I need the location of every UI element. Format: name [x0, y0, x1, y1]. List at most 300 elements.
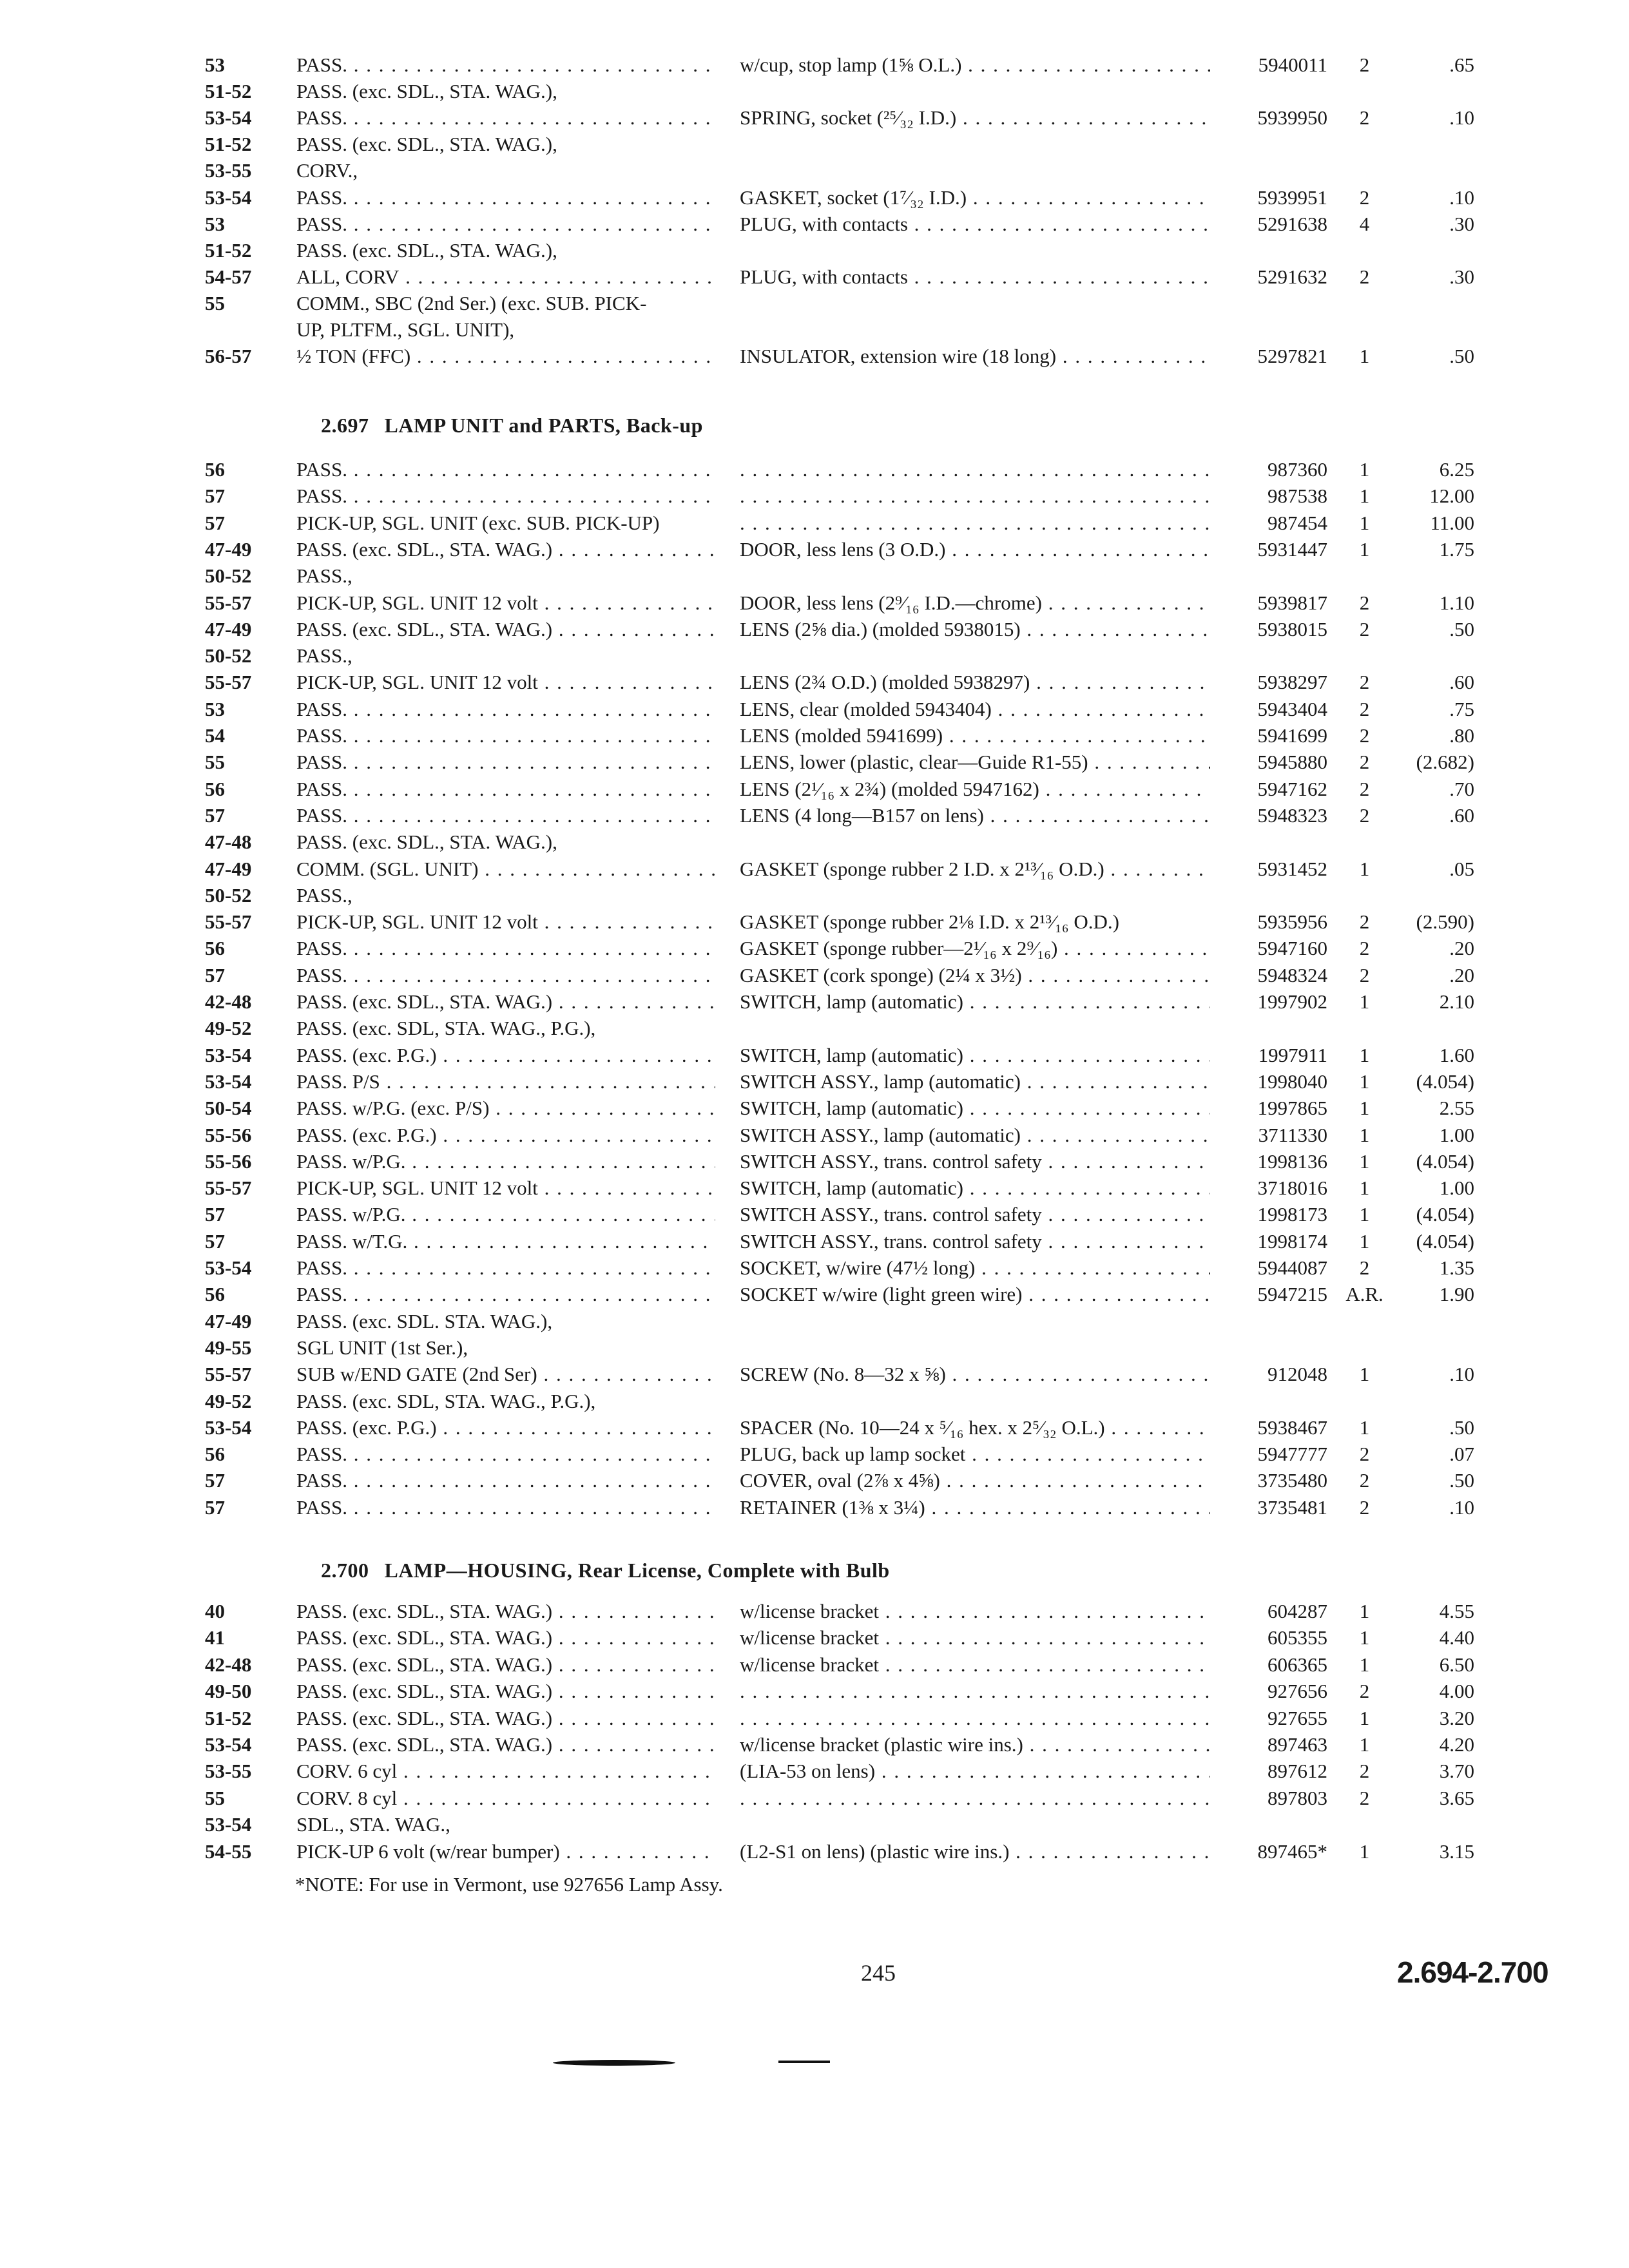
description-cell: GASKET, socket (1⁷⁄₃₂ I.D.) . . . — [740, 184, 1210, 211]
table-row — [0, 988, 1629, 1015]
year-cell: 53-54 — [205, 1256, 252, 1279]
description-cell: GASKET (sponge rubber—2¹⁄₁₆ x 2⁹⁄₁₆) . . . — [740, 935, 1210, 962]
table-row — [0, 856, 1629, 883]
part-number-cell: 605355 — [1268, 1626, 1327, 1649]
year-cell: 50-52 — [205, 644, 252, 668]
quantity-cell: 2 — [1359, 591, 1370, 614]
price-cell: 4.55 — [1439, 1600, 1474, 1622]
price-cell: .10 — [1449, 1495, 1474, 1519]
description-cell — [740, 483, 1210, 510]
price-cell: .80 — [1449, 724, 1474, 747]
price-cell: 1.90 — [1439, 1283, 1474, 1306]
price-cell: .07 — [1449, 1443, 1474, 1466]
quantity-cell: 1 — [1359, 1416, 1370, 1439]
description-cell: COVER, oval (2⅞ x 4⅝) . . . — [740, 1467, 1210, 1494]
description-cell: GASKET (cork sponge) (2¼ x 3½) . . . — [740, 962, 1210, 989]
year-cell: 40 — [205, 1600, 225, 1622]
quantity-cell: 2 — [1359, 1786, 1370, 1809]
year-cell: 57 — [205, 963, 225, 986]
description-cell: GASKET (sponge rubber 2⅛ I.D. x 2¹³⁄₁₆ O.D.) — [740, 910, 1119, 934]
description-cell: SWITCH ASSY., lamp (automatic) . . . — [740, 1068, 1210, 1095]
quantity-cell: 2 — [1359, 1469, 1370, 1492]
quantity-cell: 1 — [1359, 1043, 1370, 1066]
year-cell: 47-49 — [205, 537, 252, 561]
year-cell: 51-52 — [205, 238, 252, 262]
year-cell: 47-49 — [205, 617, 252, 640]
description-cell: RETAINER (1⅜ x 3¼) . . . — [740, 1494, 1210, 1521]
year-cell: 54-55 — [205, 1840, 252, 1863]
year-cell: 57 — [205, 1229, 225, 1253]
model-cell: PASS. . . . — [296, 962, 715, 989]
year-cell: 51-52 — [205, 133, 252, 156]
price-cell: 3.20 — [1439, 1706, 1474, 1729]
model-cell: PASS. w/P.G. . . . — [296, 1148, 715, 1175]
year-cell: 56 — [205, 1443, 225, 1466]
quantity-cell: 1 — [1359, 1097, 1370, 1120]
table-row — [0, 343, 1629, 370]
year-cell: 56 — [205, 1283, 225, 1306]
part-number-cell: 5948324 — [1257, 963, 1327, 986]
quantity-cell: 1 — [1359, 511, 1370, 534]
description-cell: DOOR, less lens (2⁹⁄₁₆ I.D.—chrome) . . . — [740, 590, 1210, 617]
table-row — [0, 1334, 1629, 1361]
price-cell: .05 — [1449, 857, 1474, 880]
table-row — [0, 1042, 1629, 1069]
part-number-cell: 5291632 — [1257, 265, 1327, 288]
description-cell — [740, 1678, 1210, 1705]
model-cell: PASS. (exc. SDL., STA. WAG.), — [296, 238, 557, 262]
price-cell: (4.054) — [1416, 1229, 1474, 1253]
model-cell: PICK-UP, SGL. UNIT 12 volt . . . — [296, 590, 715, 617]
part-number-cell: 1998136 — [1257, 1149, 1327, 1173]
year-cell: 57 — [205, 485, 225, 508]
model-cell: PASS. (exc. SDL., STA. WAG.) . . . — [296, 1731, 715, 1758]
model-cell: PASS. . . . — [296, 722, 715, 749]
model-cell: PASS. (exc. SDL., STA. WAG.) . . . — [296, 1678, 715, 1705]
model-cell: PASS. (exc. SDL., STA. WAG.) . . . — [296, 616, 715, 643]
year-cell: 41 — [205, 1626, 225, 1649]
model-cell: SGL UNIT (1st Ser.), — [296, 1336, 468, 1359]
price-cell: .65 — [1449, 53, 1474, 76]
description-cell: SWITCH ASSY., trans. control safety . . . — [740, 1228, 1210, 1255]
table-row — [0, 184, 1629, 211]
year-cell: 53-54 — [205, 106, 252, 130]
model-cell: PASS. . . . — [296, 776, 715, 803]
model-cell: PASS. . . . — [296, 1441, 715, 1468]
price-cell: 3.65 — [1439, 1786, 1474, 1809]
model-cell: PASS. . . . — [296, 483, 715, 510]
year-cell: 53-54 — [205, 186, 252, 209]
quantity-cell: 1 — [1359, 1070, 1370, 1093]
price-cell: .50 — [1449, 345, 1474, 368]
table-row — [0, 264, 1629, 291]
quantity-cell: 2 — [1359, 265, 1370, 288]
table-row — [0, 1388, 1629, 1415]
description-cell — [740, 456, 1210, 483]
year-cell: 57 — [205, 1495, 225, 1519]
description-cell: w/license bracket (plastic wire ins.) . . . — [740, 1731, 1210, 1758]
price-cell: .10 — [1449, 186, 1474, 209]
year-cell: 55-57 — [205, 910, 252, 934]
model-cell: PASS. (exc. SDL. STA. WAG.), — [296, 1309, 553, 1332]
year-cell: 42-48 — [205, 990, 252, 1013]
year-cell: 55-56 — [205, 1123, 252, 1146]
model-cell: PASS. (exc. SDL., STA. WAG.) . . . — [296, 536, 715, 563]
year-cell: 55-56 — [205, 1149, 252, 1173]
part-number-cell: 5939951 — [1257, 186, 1327, 209]
section-number: 2.700 — [321, 1559, 369, 1582]
table-row — [0, 1095, 1629, 1122]
price-cell: .75 — [1449, 697, 1474, 720]
quantity-cell: 2 — [1359, 186, 1370, 209]
description-cell: PLUG, with contacts . . . — [740, 211, 1210, 238]
quantity-cell: 2 — [1359, 724, 1370, 747]
description-cell: (LIA-53 on lens) . . . — [740, 1758, 1210, 1785]
year-cell: 53-54 — [205, 1813, 252, 1836]
year-cell: 53-55 — [205, 159, 252, 182]
model-cell: PASS. (exc. P.G.) . . . — [296, 1122, 715, 1149]
section-heading-2-697 — [321, 411, 703, 439]
section-heading-2-700 — [321, 1556, 890, 1584]
part-number-cell: 897803 — [1268, 1786, 1327, 1809]
description-cell: w/cup, stop lamp (1⅝ O.L.) . . . — [740, 52, 1210, 79]
year-cell: 57 — [205, 803, 225, 827]
table-row — [0, 1308, 1629, 1335]
part-number-cell: 5943404 — [1257, 697, 1327, 720]
year-cell: 57 — [205, 511, 225, 534]
part-number-cell: 606365 — [1268, 1653, 1327, 1676]
table-row — [0, 1015, 1629, 1042]
part-number-cell: 897465* — [1257, 1840, 1327, 1863]
quantity-cell: 1 — [1359, 537, 1370, 561]
model-cell: PASS. . . . — [296, 104, 715, 131]
part-number-cell: 5947160 — [1257, 937, 1327, 960]
model-cell: PASS. (exc. SDL., STA. WAG.), — [296, 831, 557, 854]
print-smudge — [553, 2060, 675, 2066]
quantity-cell: 1 — [1359, 485, 1370, 508]
quantity-cell: 2 — [1359, 53, 1370, 76]
page-section-range: 2.694-2.700 — [1397, 1956, 1548, 1989]
model-cell: PICK-UP, SGL. UNIT 12 volt . . . — [296, 669, 715, 696]
price-cell: .30 — [1449, 265, 1474, 288]
model-cell: PASS. . . . — [296, 52, 715, 79]
quantity-cell: 2 — [1359, 1760, 1370, 1783]
quantity-cell: 1 — [1359, 345, 1370, 368]
table-row — [0, 510, 1629, 537]
quantity-cell: 2 — [1359, 1680, 1370, 1703]
table-row — [0, 52, 1629, 79]
year-cell: 56 — [205, 777, 225, 800]
quantity-cell: 2 — [1359, 617, 1370, 640]
table-row — [0, 908, 1629, 936]
table-row — [0, 1651, 1629, 1678]
price-cell: 1.10 — [1439, 591, 1474, 614]
table-row — [0, 483, 1629, 510]
description-cell: w/license bracket . . . — [740, 1651, 1210, 1678]
part-number-cell: 927655 — [1268, 1706, 1327, 1729]
model-cell: COMM., SBC (2nd Ser.) (exc. SUB. PICK- — [296, 291, 647, 314]
table-row — [0, 802, 1629, 829]
model-cell: PASS. w/P.G. (exc. P/S) . . . — [296, 1095, 715, 1122]
table-row — [0, 590, 1629, 617]
part-number-cell: 5947215 — [1257, 1283, 1327, 1306]
table-row — [0, 1705, 1629, 1732]
part-number-cell: 1998174 — [1257, 1229, 1327, 1253]
price-cell: 1.75 — [1439, 537, 1474, 561]
model-cell: PASS. (exc. SDL., STA. WAG.) . . . — [296, 988, 715, 1015]
part-number-cell: 5931452 — [1257, 857, 1327, 880]
table-row — [0, 1838, 1629, 1865]
part-number-cell: 5297821 — [1257, 345, 1327, 368]
table-row — [0, 1598, 1629, 1625]
table-row — [0, 696, 1629, 723]
price-cell: 1.60 — [1439, 1043, 1474, 1066]
year-cell: 53-54 — [205, 1070, 252, 1093]
table-row — [0, 1494, 1629, 1521]
description-cell: SCREW (No. 8—32 x ⅝) . . . — [740, 1361, 1210, 1388]
table-row — [0, 1201, 1629, 1228]
description-cell: LENS (2¹⁄₁₆ x 2¾) (molded 5947162) . . . — [740, 776, 1210, 803]
price-cell: .60 — [1449, 671, 1474, 694]
year-cell: 50-52 — [205, 564, 252, 588]
table-row — [0, 104, 1629, 131]
year-cell: 55 — [205, 1786, 225, 1809]
table-row — [0, 1785, 1629, 1812]
quantity-cell: 4 — [1359, 212, 1370, 235]
price-cell: 4.40 — [1439, 1626, 1474, 1649]
model-cell: PASS. . . . — [296, 802, 715, 829]
model-cell: PASS. . . . — [296, 749, 715, 776]
description-cell: DOOR, less lens (3 O.D.) . . . — [740, 536, 1210, 563]
model-cell: PASS. (exc. P.G.) . . . — [296, 1414, 715, 1441]
model-cell: ½ TON (FFC) . . . — [296, 343, 715, 370]
table-row — [0, 1228, 1629, 1255]
table-row — [0, 882, 1629, 909]
table-row — [0, 536, 1629, 563]
part-number-cell: 987538 — [1268, 485, 1327, 508]
table-row — [0, 1678, 1629, 1705]
year-cell: 56 — [205, 458, 225, 481]
description-cell: SPRING, socket (²⁵⁄₃₂ I.D.) . . . — [740, 104, 1210, 131]
table-row — [0, 157, 1629, 184]
part-number-cell: 1998173 — [1257, 1203, 1327, 1226]
model-cell: PASS. . . . — [296, 184, 715, 211]
model-cell: CORV., — [296, 159, 358, 182]
table-row — [0, 776, 1629, 803]
table-row — [0, 562, 1629, 590]
quantity-cell: 2 — [1359, 671, 1370, 694]
table-row — [0, 78, 1629, 105]
part-number-cell: 5945880 — [1257, 751, 1327, 774]
model-cell: PASS., — [296, 883, 352, 907]
part-number-cell: 987360 — [1268, 458, 1327, 481]
model-cell: PASS. (exc. SDL, STA. WAG., P.G.), — [296, 1017, 596, 1040]
model-cell: UP, PLTFM., SGL. UNIT), — [296, 318, 515, 341]
description-cell: SOCKET, w/wire (47½ long) . . . — [740, 1254, 1210, 1282]
quantity-cell: 1 — [1359, 1733, 1370, 1756]
model-cell: PASS. . . . — [296, 1467, 715, 1494]
footnote: *NOTE: For use in Vermont, use 927656 Lamp Assy. — [295, 1873, 723, 1896]
quantity-cell: 1 — [1359, 1840, 1370, 1863]
description-cell: GASKET (sponge rubber 2 I.D. x 2¹³⁄₁₆ O.D.) . . . — [740, 856, 1210, 883]
page-number: 245 — [861, 1960, 896, 1986]
description-cell: SWITCH, lamp (automatic) . . . — [740, 1095, 1210, 1122]
description-cell: w/license bracket . . . — [740, 1598, 1210, 1625]
description-cell — [740, 1705, 1210, 1732]
price-cell: 4.00 — [1439, 1680, 1474, 1703]
section-title: LAMP—HOUSING, Rear License, Complete with Bulb — [384, 1559, 890, 1582]
year-cell: 56 — [205, 937, 225, 960]
part-number-cell: 5939817 — [1257, 591, 1327, 614]
table-row — [0, 962, 1629, 989]
model-cell: PICK-UP 6 volt (w/rear bumper) . . . — [296, 1838, 715, 1865]
part-number-cell: 897612 — [1268, 1760, 1327, 1783]
part-number-cell: 5938015 — [1257, 617, 1327, 640]
model-cell: PASS. . . . — [296, 1494, 715, 1521]
model-cell: PASS. P/S . . . — [296, 1068, 715, 1095]
description-cell: LENS (4 long—B157 on lens) . . . — [740, 802, 1210, 829]
quantity-cell: 1 — [1359, 1177, 1370, 1200]
description-cell: SWITCH, lamp (automatic) . . . — [740, 988, 1210, 1015]
table-row — [0, 1068, 1629, 1095]
part-number-cell: 1997865 — [1257, 1097, 1327, 1120]
part-number-cell: 927656 — [1268, 1680, 1327, 1703]
model-cell: COMM. (SGL. UNIT) . . . — [296, 856, 715, 883]
price-cell: 2.10 — [1439, 990, 1474, 1013]
description-cell: SWITCH, lamp (automatic) . . . — [740, 1042, 1210, 1069]
year-cell: 55 — [205, 751, 225, 774]
year-cell: 42-48 — [205, 1653, 252, 1676]
table-row — [0, 290, 1629, 317]
quantity-cell: 2 — [1359, 106, 1370, 130]
price-cell: (4.054) — [1416, 1203, 1474, 1226]
year-cell: 51-52 — [205, 1706, 252, 1729]
year-cell: 49-55 — [205, 1336, 252, 1359]
price-cell: 1.00 — [1439, 1123, 1474, 1146]
year-cell: 54-57 — [205, 265, 252, 288]
description-cell: LENS (2¾ O.D.) (molded 5938297) . . . — [740, 669, 1210, 696]
quantity-cell: 2 — [1359, 751, 1370, 774]
price-cell: 6.25 — [1439, 458, 1474, 481]
year-cell: 50-54 — [205, 1097, 252, 1120]
section-number: 2.697 — [321, 414, 369, 437]
table-row — [0, 1811, 1629, 1838]
description-cell: SWITCH ASSY., trans. control safety . . . — [740, 1201, 1210, 1228]
description-cell: LENS (2⅝ dia.) (molded 5938015) . . . — [740, 616, 1210, 643]
part-number-cell: 5931447 — [1257, 537, 1327, 561]
table-row — [0, 1254, 1629, 1282]
table-row — [0, 237, 1629, 264]
part-number-cell: 5938467 — [1257, 1416, 1327, 1439]
part-number-cell: 3735480 — [1257, 1469, 1327, 1492]
table-row — [0, 642, 1629, 669]
model-cell: PASS. (exc. P.G.) . . . — [296, 1042, 715, 1069]
part-number-cell: 912048 — [1268, 1363, 1327, 1386]
price-cell: 11.00 — [1430, 511, 1474, 534]
table-row — [0, 1175, 1629, 1202]
price-cell: .10 — [1449, 1363, 1474, 1386]
description-cell: PLUG, with contacts . . . — [740, 264, 1210, 291]
quantity-cell: 2 — [1359, 697, 1370, 720]
year-cell: 56-57 — [205, 345, 252, 368]
year-cell: 49-50 — [205, 1680, 252, 1703]
price-cell: 6.50 — [1439, 1653, 1474, 1676]
model-cell: PICK-UP, SGL. UNIT 12 volt . . . — [296, 1175, 715, 1202]
part-number-cell: 5947777 — [1257, 1443, 1327, 1466]
price-cell: .60 — [1449, 803, 1474, 827]
model-cell: PASS. w/T.G. . . . — [296, 1228, 715, 1255]
table-row — [0, 829, 1629, 856]
model-cell: PASS. (exc. SDL., STA. WAG.) . . . — [296, 1598, 715, 1625]
description-cell — [740, 510, 1210, 537]
price-cell: (4.054) — [1416, 1149, 1474, 1173]
model-cell: PASS. (exc. SDL., STA. WAG.), — [296, 80, 557, 103]
year-cell: 53 — [205, 53, 225, 76]
price-cell: 3.70 — [1439, 1760, 1474, 1783]
quantity-cell: 1 — [1359, 1149, 1370, 1173]
price-cell: 4.20 — [1439, 1733, 1474, 1756]
model-cell: ALL, CORV . . . — [296, 264, 715, 291]
year-cell: 53 — [205, 697, 225, 720]
price-cell: (2.682) — [1416, 751, 1474, 774]
table-row — [0, 316, 1629, 343]
year-cell: 47-48 — [205, 831, 252, 854]
part-number-cell: 5291638 — [1257, 212, 1327, 235]
description-cell: w/license bracket . . . — [740, 1624, 1210, 1651]
quantity-cell: 2 — [1359, 777, 1370, 800]
model-cell: SDL., STA. WAG., — [296, 1813, 450, 1836]
table-row — [0, 1624, 1629, 1651]
description-cell: SWITCH ASSY., lamp (automatic) . . . — [740, 1122, 1210, 1149]
price-cell: (2.590) — [1416, 910, 1474, 934]
price-cell: .10 — [1449, 106, 1474, 130]
part-number-cell: 987454 — [1268, 511, 1327, 534]
year-cell: 47-49 — [205, 857, 252, 880]
price-cell: .20 — [1449, 937, 1474, 960]
year-cell: 54 — [205, 724, 225, 747]
table-row — [0, 1731, 1629, 1758]
quantity-cell: 2 — [1359, 910, 1370, 934]
part-number-cell: 3718016 — [1257, 1177, 1327, 1200]
year-cell: 55 — [205, 291, 225, 314]
quantity-cell: 2 — [1359, 1256, 1370, 1279]
part-number-cell: 5947162 — [1257, 777, 1327, 800]
price-cell: 1.35 — [1439, 1256, 1474, 1279]
part-number-cell: 5935956 — [1257, 910, 1327, 934]
year-cell: 55-57 — [205, 1363, 252, 1386]
quantity-cell: 1 — [1359, 1363, 1370, 1386]
quantity-cell: 1 — [1359, 1229, 1370, 1253]
description-cell: LENS (molded 5941699) . . . — [740, 722, 1210, 749]
model-cell: PASS. (exc. SDL., STA. WAG.) . . . — [296, 1651, 715, 1678]
table-row — [0, 1441, 1629, 1468]
year-cell: 53-54 — [205, 1043, 252, 1066]
year-cell: 55-57 — [205, 1177, 252, 1200]
year-cell: 55-57 — [205, 671, 252, 694]
table-row — [0, 1122, 1629, 1149]
part-number-cell: 604287 — [1268, 1600, 1327, 1622]
quantity-cell: 2 — [1359, 803, 1370, 827]
section-title: LAMP UNIT and PARTS, Back-up — [384, 414, 703, 437]
year-cell: 49-52 — [205, 1389, 252, 1412]
year-cell: 57 — [205, 1203, 225, 1226]
table-row — [0, 1758, 1629, 1785]
part-number-cell: 1997911 — [1258, 1043, 1327, 1066]
price-cell: (4.054) — [1416, 1070, 1474, 1093]
model-cell: PICK-UP, SGL. UNIT 12 volt . . . — [296, 908, 715, 936]
price-cell: .50 — [1449, 617, 1474, 640]
price-cell: .20 — [1449, 963, 1474, 986]
